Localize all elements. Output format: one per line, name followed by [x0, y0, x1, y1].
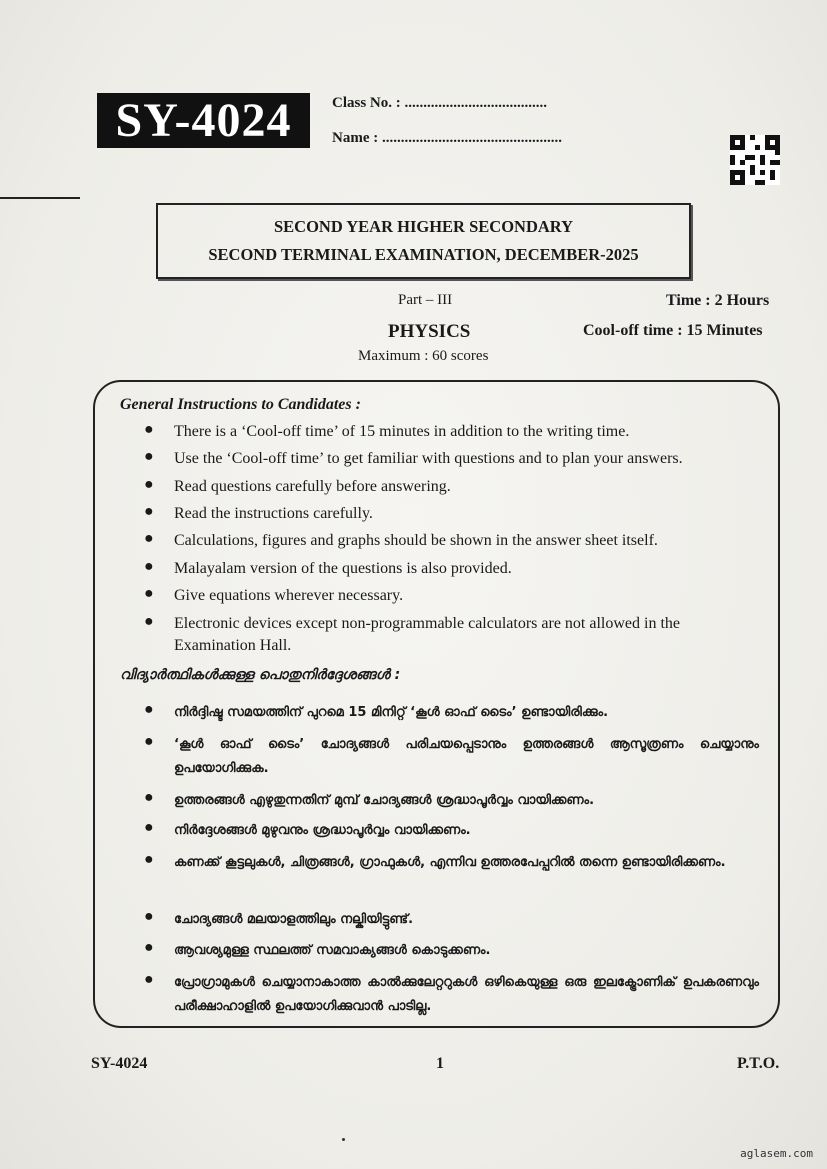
watermark: aglasem.com — [740, 1147, 813, 1160]
part-label: Part – III — [398, 292, 453, 308]
bullet-icon: ● — [144, 733, 154, 750]
footer-paper-code: SY-4024 — [91, 1055, 148, 1072]
malayalam-instruction-item — [144, 908, 759, 932]
instruction-item — [144, 476, 759, 498]
instruction-item — [144, 421, 759, 443]
malayalam-instruction-item — [144, 851, 759, 875]
malayalam-instruction-item — [144, 971, 759, 1019]
malayalam-instruction-item — [144, 939, 759, 963]
malayalam-instruction-item — [144, 819, 759, 843]
instruction-item — [144, 448, 759, 470]
bullet-icon: ● — [144, 421, 154, 438]
bullet-icon: ● — [144, 939, 154, 956]
name-label: Name : — [332, 130, 379, 146]
instruction-text: Use the ‘Cool-off time’ to get familiar with questions and to plan your answers. — [174, 450, 683, 467]
malayalam-instruction-text: പ്രോഗ്രാമുകൾ ചെയ്യാനാകാത്ത കാൽക്കുലേറ്ററുകൾ ഒഴികെയുള്ള ഒരു ഇലക്ട്രോണിക് ഉപകരണവും പരീക്ഷാഹാളിൽ ഉപയോഗിക്കുവാൻ പാടില്ല. — [174, 975, 759, 1014]
exam-title-line-1: SECOND YEAR HIGHER SECONDARY — [273, 217, 574, 236]
name-blank: ................................................ — [381, 130, 562, 146]
malayalam-instruction-text: ‘കൂൾ ഓഫ് ടൈം’ ചോദ്യങ്ങൾ പരിചയപ്പെടാനും ഉത്തരങ്ങൾ ആസൂത്രണം ചെയ്യാനും ഉപയോഗിക്കുക. — [174, 737, 759, 776]
paper-code-box: SY-4024 — [97, 93, 310, 148]
malayalam-instruction-text: ഉത്തരങ്ങൾ എഴുതുന്നതിന് മുമ്പ് ചോദ്യങ്ങൾ ശ്രദ്ധാപൂർവ്വം വായിക്കണം. — [174, 793, 595, 808]
instruction-text: Malayalam version of the questions is also provided. — [174, 560, 512, 577]
bullet-icon: ● — [144, 476, 154, 493]
bullet-icon: ● — [144, 819, 154, 836]
general-instructions-heading: General Instructions to Candidates : — [120, 396, 361, 413]
maximum-scores: Maximum : 60 scores — [358, 348, 489, 364]
bullet-icon: ● — [144, 851, 154, 868]
bullet-icon: ● — [144, 789, 154, 806]
exam-duration: Time : 2 Hours — [666, 292, 770, 309]
malayalam-instruction-text: ചോദ്യങ്ങൾ മലയാളത്തിലും നല്കിയിട്ടുണ്ട്. — [174, 912, 414, 927]
class-no-field — [332, 95, 547, 112]
bullet-icon: ● — [144, 530, 154, 547]
please-turn-over: P.T.O. — [737, 1055, 780, 1072]
subject-title: PHYSICS — [388, 321, 471, 342]
qr-code-icon — [730, 135, 780, 185]
instruction-item — [144, 558, 759, 580]
bullet-icon: ● — [144, 613, 154, 630]
class-no-label: Class No. : — [332, 95, 401, 111]
instruction-text: Give equations wherever necessary. — [174, 587, 404, 604]
instruction-text: Calculations, figures and graphs should be shown in the answer sheet itself. — [174, 532, 658, 549]
bullet-icon: ● — [144, 701, 154, 718]
bullet-icon: ● — [144, 503, 154, 520]
bullet-icon: ● — [144, 558, 154, 575]
paper-speck — [342, 1138, 345, 1141]
malayalam-instruction-item — [144, 701, 759, 725]
instruction-text: Electronic devices except non-programmable calculators are not allowed in the Examination Hall. — [174, 615, 681, 654]
malayalam-instruction-item — [144, 789, 759, 813]
malayalam-instruction-text: കണക്ക് കൂട്ടലുകൾ, ചിത്രങ്ങൾ, ഗ്രാഫുകൾ, എന്നിവ ഉത്തരപേപ്പറിൽ തന്നെ ഉണ്ടായിരിക്കണം. — [174, 855, 726, 870]
exam-title-box — [156, 203, 691, 279]
class-no-blank: ...................................... — [404, 95, 548, 111]
page-number: 1 — [436, 1055, 444, 1072]
margin-line — [0, 197, 80, 199]
bullet-icon: ● — [144, 448, 154, 465]
bullet-icon: ● — [144, 585, 154, 602]
exam-title-line-2: SECOND TERMINAL EXAMINATION, DECEMBER-2025 — [208, 245, 639, 264]
malayalam-instruction-text: ആവശ്യമുള്ള സ്ഥലത്ത് സമവാക്യങ്ങൾ കൊടുക്കണം. — [174, 943, 491, 958]
bullet-icon: ● — [144, 971, 154, 988]
instruction-item — [144, 503, 759, 525]
malayalam-instruction-text: നിർദ്ദിഷ്ട സമയത്തിന് പുറമെ 15 മിനിറ്റ് ‘കൂൾ ഓഫ് ടൈം’ ഉണ്ടായിരിക്കും. — [174, 705, 609, 720]
cool-off-time: Cool-off time : 15 Minutes — [583, 322, 763, 339]
malayalam-instruction-text: നിർദ്ദേശങ്ങൾ മുഴുവനും ശ്രദ്ധാപൂർവ്വം വായിക്കണം. — [174, 823, 471, 838]
bullet-icon: ● — [144, 908, 154, 925]
instruction-item — [144, 530, 759, 552]
name-field — [332, 130, 562, 147]
instruction-item — [144, 613, 759, 657]
instruction-text: Read the instructions carefully. — [174, 505, 373, 522]
malayalam-instructions-heading: വിദ്യാർത്ഥികൾക്കുള്ള പൊതുനിർദ്ദേശങ്ങൾ : — [120, 667, 401, 683]
instruction-text: There is a ‘Cool-off time’ of 15 minutes in addition to the writing time. — [174, 423, 630, 440]
instruction-text: Read questions carefully before answering. — [174, 478, 451, 495]
malayalam-instruction-item — [144, 733, 759, 781]
instruction-item — [144, 585, 759, 607]
